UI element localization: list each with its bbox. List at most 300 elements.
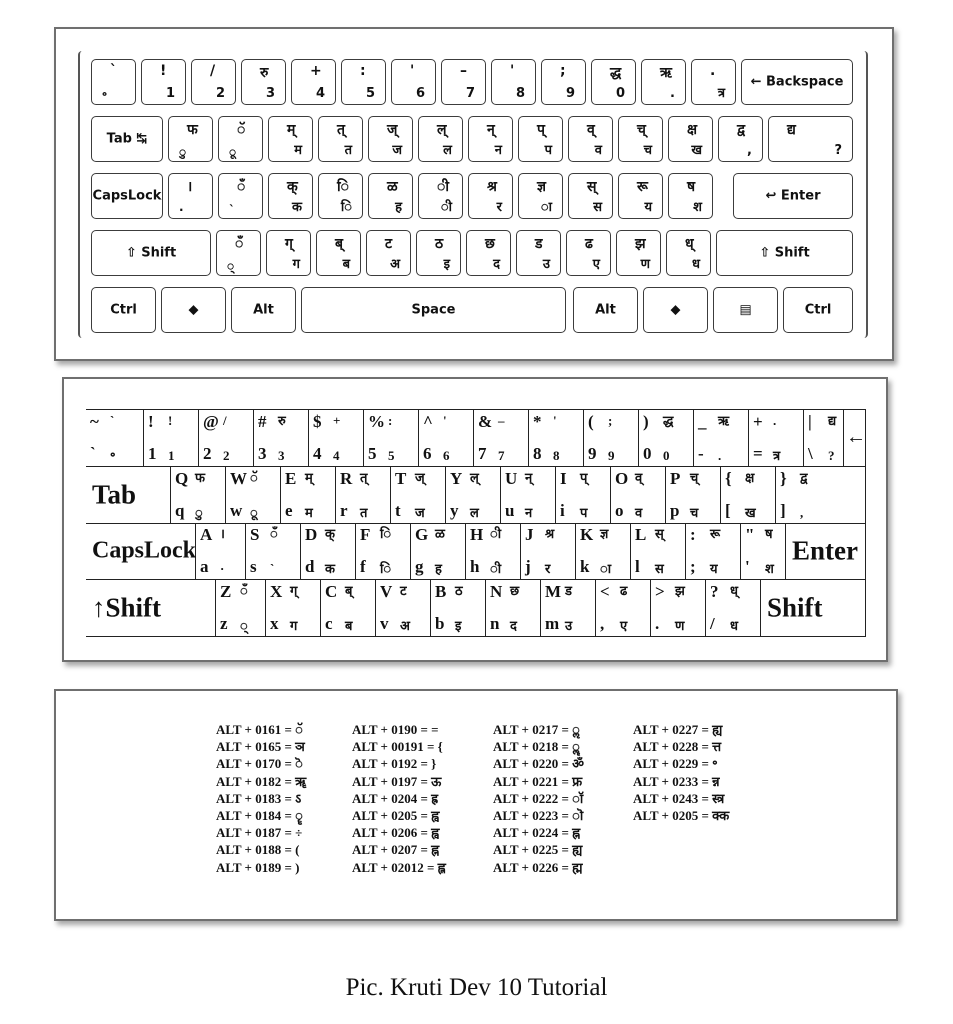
key-legend-bl: 7 [478,444,487,463]
keyboard1-key [231,287,296,333]
key-legend-bl: r [340,501,348,520]
key-legend-br: च [643,143,652,158]
alt-code-column-3 [493,721,584,876]
key-legend-tl: द्य [787,122,796,138]
alt-code-entry: ALT + 0224 = ह्न [493,825,581,841]
key-legend-tl: फ [187,122,198,138]
keyboard1-key [91,116,163,162]
keyboard1-key [566,230,611,276]
key-legend-bl: ् [227,259,235,273]
key-legend-tl: H [470,525,484,544]
key-legend-tl: ष [687,179,696,195]
alt-code-entry: ALT + 0205 = ह्व [352,808,440,824]
key-legend-bl: b [435,614,445,633]
key-legend-bl: g [415,557,424,576]
key-legend-bl: i [560,501,565,520]
key-legend-tl: & [478,412,493,431]
key-legend-tl: स् [587,179,597,195]
key-legend-tr: श्र [545,526,555,541]
key-legend-tl: ध् [685,236,694,252]
key-legend-br: ख [691,143,702,158]
key-legend-bl: x [270,614,279,633]
alt-code-column-1 [216,721,306,876]
key-legend-tl: द्ध [610,65,622,81]
keyboard2-key [706,580,761,637]
key-legend-tl: ल् [437,122,447,138]
key-legend-tr: ग् [290,583,298,598]
key-legend-tl: : [360,63,366,79]
key-legend-tl: : [690,525,696,544]
key-legend-tl: F [360,525,371,544]
keyboard1-key [141,59,186,105]
key-legend-br: · [220,561,225,576]
key-legend-tr: . [773,413,777,428]
key-legend-br: त्र [773,448,781,463]
keyboard1-key [391,59,436,105]
key-legend-tl: झ [635,236,646,252]
key-legend-tl: क् [287,179,298,195]
key-legend-tl: Q [175,469,189,488]
key-legend-c: Alt [253,302,274,318]
key-legend-bl: 5 [368,444,377,463]
key-legend-tl: B [435,582,447,601]
key-legend-tl: च् [637,122,646,138]
key-legend-bl: n [490,614,500,633]
keyboard1-key [216,230,261,276]
alt-code-entry: ALT + 0204 = ह्र [352,790,439,806]
alt-code-entry: ALT + 0222 = ॉ [493,790,584,806]
key-legend-tr: ` [110,413,115,428]
key-legend-tl: छ [485,236,495,252]
keyboard1-key [318,116,363,162]
keyboard2-key [144,410,199,467]
key-legend-br: प [544,143,552,158]
key-legend-br: द [493,257,500,272]
key-big-legend: Shift [767,592,823,623]
keyboard1-key [241,59,286,105]
key-legend-br: 9 [608,448,615,463]
keyboard2-key [761,580,866,637]
key-legend-tr: ठ [455,583,463,598]
key-legend-tl: – [460,63,467,79]
keyboard2-key [631,523,686,580]
keyboard2-key [391,467,446,524]
key-legend-tr: रू [710,526,721,541]
key-legend-tl: श्र [487,179,497,195]
key-legend-tl: त् [337,122,345,138]
key-legend-br: , [747,143,752,158]
key-legend-br: ज [392,143,402,158]
key-legend-br: ह [395,200,402,215]
keyboard2-key [486,580,541,637]
keyboard1-key [468,173,513,219]
alt-code-entry: ALT + 0161 = ॅ [216,722,303,737]
key-legend-br: स [593,200,602,215]
keyboard1-key [341,59,386,105]
key-legend-c: ◆ [188,302,199,318]
key-legend-bl: ` [90,444,96,463]
key-legend-bl: ' [745,557,750,576]
key-legend-br: र [496,200,502,215]
key-legend-br: श [765,561,774,576]
key-legend-tr: त् [360,470,368,485]
key-legend-tl: | [808,412,812,431]
key-legend-br: उ [542,257,550,272]
alt-code-entry: ALT + 0187 = ÷ [216,825,303,841]
keyboard2-key [356,523,411,580]
keyboard2-key [804,410,844,467]
keyboard2-key [776,467,866,524]
key-legend-br: श [693,200,702,215]
alt-code-entry: ALT + 0223 = ॊ [493,808,584,824]
key-legend-bl: ू [229,145,237,159]
keyboard2-key [301,523,356,580]
keyboard1-key [591,59,636,105]
key-legend-br: क [292,200,302,215]
key-legend-br: अ [390,257,400,272]
key-legend-tl: P [670,469,681,488]
key-legend-br: 1 [165,86,175,101]
keyboard1-key [318,173,363,219]
keyboard1-key [668,116,713,162]
key-big-legend: Tab [92,479,137,510]
keyboard1-key [541,59,586,105]
alt-code-entry: ALT + 0184 = ॄ [216,808,303,824]
key-legend-tr: : [388,413,393,428]
alt-code-entry: ALT + 0192 = } [352,756,437,772]
keyboard1-key [468,116,513,162]
key-legend-bl: - [698,444,704,463]
key-legend-tr: ज् [415,470,425,485]
key-legend-bl: ` [229,203,235,217]
key-legend-br: प [580,505,588,520]
keyboard2-key [501,467,556,524]
alt-code-entry: ALT + 0190 = = [352,722,439,737]
key-legend-bl: · [179,203,184,217]
key-legend-br: ी [490,561,502,576]
key-legend-br: ? [828,448,835,463]
key-legend-br: क [325,561,335,576]
key-legend-tl: ` [110,63,117,79]
key-legend-br: ख [745,505,756,520]
keyboard1-key [91,287,156,333]
key-legend-bl: o [615,501,624,520]
key-legend-tl: L [635,525,647,544]
keyboard1-key [716,230,853,276]
key-legend-tr: व् [635,470,643,485]
key-legend-br: न [525,505,533,520]
alt-code-entry: ALT + 0228 = त्त [633,739,722,755]
keyboard1-key [568,173,613,219]
keyboard1-key [641,59,686,105]
key-legend-tl: ॅ [237,122,246,138]
key-legend-tl: ' [410,63,415,79]
key-legend-tl: ? [710,582,719,601]
key-legend-br: ् [240,618,248,633]
key-legend-tl: # [258,412,267,431]
key-legend-tr: । [220,526,225,541]
keyboard1-key [291,59,336,105]
key-legend-br: स [655,561,664,576]
alt-code-entry: ALT + 00191 = { [352,739,443,755]
key-legend-br: ण [675,618,685,633]
key-legend-tr: ॅ [250,470,258,485]
keyboard1-key [416,230,461,276]
keyboard2-key [376,580,431,637]
keyboard1-key [218,116,263,162]
keyboard1-key [91,230,211,276]
key-legend-tr: द्व [800,470,808,485]
key-legend-br: ग [290,618,298,633]
key-legend-tl: E [285,469,297,488]
keyboard2-key [86,410,144,467]
key-legend-bl: w [230,501,243,520]
key-legend-tl: X [270,582,283,601]
alt-code-entry: ALT + 0229 = ॰ [633,756,718,772]
keyboard1-key [466,230,511,276]
keyboard2-key [556,467,611,524]
key-legend-bl: q [175,501,185,520]
key-legend-br: 8 [515,86,525,101]
key-legend-br: ू [250,505,258,520]
key-legend-tl: D [305,525,318,544]
key-legend-bl: 8 [533,444,542,463]
figure-caption: Pic. Kruti Dev 10 Tutorial [345,974,608,1001]
key-legend-tl: ँ [237,179,246,195]
key-legend-tr: प् [580,470,588,485]
key-legend-br: . [718,448,722,463]
key-legend-tl: ँ [235,236,244,252]
key-legend-bl: = [753,444,763,463]
key-legend-tl: $ [313,412,322,431]
key-legend-c: Alt [595,302,616,318]
key-legend-bl: h [470,557,480,576]
key-legend-br: अ [400,618,410,633]
key-legend-tr: झ [675,583,685,598]
key-legend-tl: ^ [423,412,433,431]
key-legend-tr: ट [400,583,407,598]
key-legend-br: 8 [553,448,560,463]
key-legend-tl: + [310,63,322,79]
key-legend-tl: ( [588,412,594,431]
keyboard2-key [474,410,529,467]
key-legend-bl: / [710,614,715,633]
key-legend-bl: t [395,501,401,520]
key-legend-br: 4 [333,448,340,463]
key-legend-tl: ब् [335,236,343,252]
key-legend-br: 2 [223,448,230,463]
key-legend-tr: ! [168,413,173,428]
key-big-legend: ← [846,426,866,448]
keyboard1-key [573,287,638,333]
keyboard2-key [749,410,804,467]
key-legend-tr: क् [325,526,335,541]
keyboard1-key [368,173,413,219]
keyboard1-key [718,116,763,162]
key-legend-tl: @ [203,412,219,431]
keyboard2-key [529,410,584,467]
keyboard2-key [196,523,246,580]
keyboard1-key [418,173,463,219]
key-legend-bl: . [655,614,660,633]
key-legend-br: 0 [663,448,670,463]
key-legend-tl: Z [220,582,232,601]
key-legend-tl: K [580,525,594,544]
key-legend-tl: U [505,469,518,488]
key-legend-tl: ग् [285,236,293,252]
key-legend-br: 7 [465,86,475,101]
keyboard1-key [516,230,561,276]
key-legend-tl: ठ [435,236,444,252]
key-legend-bl: 0 [643,444,652,463]
key-legend-bl: j [525,557,531,576]
keyboard1-key [768,116,853,162]
key-legend-c: Space [411,302,456,318]
key-legend-tl: { [725,469,732,488]
keyboard1-key [713,287,778,333]
keyboard1-key [616,230,661,276]
keyboard2-key [411,523,466,580]
keyboard2-key [596,580,651,637]
alt-code-entry: ALT + 0182 = ॠ [216,773,307,789]
key-legend-tl: ी [437,179,449,195]
keyboard2-key [281,467,336,524]
key-legend-tl: म् [287,122,296,138]
keyboard2-key [721,467,776,524]
keyboard1-key [191,59,236,105]
keyboard2-key [466,523,521,580]
key-legend-c: ◆ [670,302,681,318]
key-legend-tl: क्ष [687,122,698,138]
key-legend-tl: रु [260,65,269,81]
alt-code-column-2 [352,721,446,876]
keyboard1-key [368,116,413,162]
keyboard1-key [301,287,566,333]
key-legend-tr: ल् [470,470,479,485]
key-legend-br: ` [270,561,275,576]
key-legend-br: 5 [365,86,375,101]
key-legend-tr: ' [553,413,557,428]
key-legend-tr: ; [608,413,613,428]
keyboard2-key [309,410,364,467]
key-legend-tl: ) [643,412,649,431]
key-legend-tr: फ [195,470,206,485]
key-legend-br: ए [592,257,600,272]
keyboard1-key [666,230,711,276]
key-legend-bl: d [305,557,315,576]
key-legend-c: Ctrl [804,302,832,318]
key-legend-tr: न् [525,470,533,485]
key-big-legend: ↑Shift [92,592,162,623]
key-legend-br: च [690,505,699,520]
keyboard1-key [741,59,853,105]
key-legend-tl: A [200,525,213,544]
rounded-keyboard-panel [54,27,894,361]
key-legend-tr: स् [655,526,664,541]
key-legend-c: Ctrl [110,302,137,318]
keyboard2-key [321,580,376,637]
key-legend-br: 4 [315,86,325,101]
key-legend-bl: c [325,614,333,633]
key-legend-tl: I [560,469,567,488]
key-legend-tr: द्ध [663,413,674,428]
keyboard1-key [518,116,563,162]
key-legend-br: ा [540,200,552,215]
key-legend-tr: / [223,413,227,428]
key-legend-tr: म् [305,470,313,485]
key-legend-tl: M [545,582,562,601]
keyboard2-key [446,467,501,524]
key-legend-br: म [294,143,302,158]
keyboard1-key [668,173,713,219]
key-legend-bl: 2 [203,444,212,463]
key-legend-br: व [594,143,602,158]
key-legend-c: ← Backspace [750,74,844,90]
keyboard2-key [431,580,486,637]
key-legend-tl: ज् [387,122,398,138]
key-legend-br: उ [565,618,573,633]
alt-code-entry: ALT + 0226 = ह्म [493,859,583,875]
key-legend-bl: [ [725,501,731,520]
keyboard2-key [741,523,786,580]
keyboard1-key [168,173,213,219]
key-legend-tl: } [780,469,787,488]
keyboard2-key [86,467,171,524]
key-legend-br: 6 [443,448,450,463]
key-legend-br: ब [345,618,353,633]
alt-code-entry: ALT + 0188 = ( [216,842,300,858]
key-legend-br: ु [195,505,203,520]
keyboard1-key [418,116,463,162]
key-legend-br: . [670,86,675,101]
key-legend-tr: ी [490,526,502,541]
key-legend-tl: + [753,412,763,431]
key-legend-br: ज [415,505,425,520]
keyboard2-key [611,467,666,524]
keyboard1-key [568,116,613,162]
keyboard1-key [783,287,853,333]
key-legend-br: त [344,143,352,158]
keyboard1-key [691,59,736,105]
keyboard2-key [171,467,226,524]
keyboard1-key [618,173,663,219]
key-legend-bl: 4 [313,444,322,463]
key-legend-tl: J [525,525,534,544]
key-legend-tl: S [250,525,260,544]
keyboard1-key [518,173,563,219]
key-legend-tl: व् [587,122,595,138]
key-legend-tl: ळ [387,179,398,195]
keyboard2-key [541,580,596,637]
key-legend-bl: 6 [423,444,432,463]
key-legend-c: ▤ [739,302,752,318]
serif-keyboard-panel [62,377,888,662]
key-legend-tl: ट [385,236,393,252]
key-legend-bl: ु [179,145,187,159]
key-legend-tl: T [395,469,407,488]
key-legend-br: ॰ [110,448,116,463]
key-legend-bl: , [600,614,605,633]
key-legend-tr: – [498,413,505,428]
key-legend-tr: ज्ञ [600,526,609,541]
key-legend-br: न [494,143,502,158]
key-legend-tl: । [187,179,193,195]
key-legend-tl: ढ [585,236,593,252]
key-legend-c: ⇧ Shift [125,245,177,261]
key-legend-br: ब [342,257,350,272]
key-legend-br: ध [692,257,700,272]
alt-code-entry: ALT + 0227 = ह्य [633,722,723,737]
